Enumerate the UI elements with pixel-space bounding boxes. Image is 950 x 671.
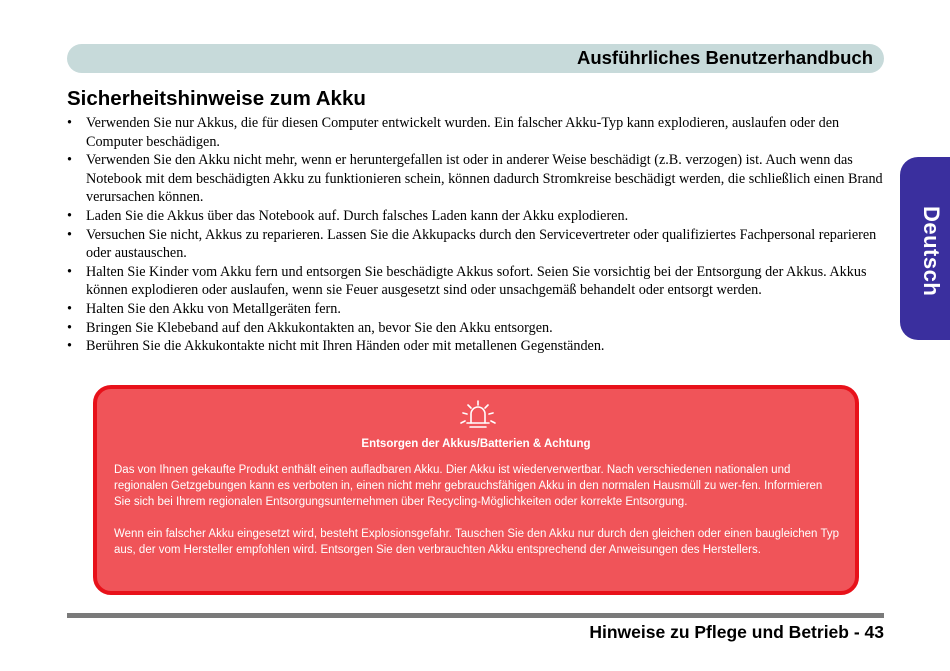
list-item: • Berühren Sie die Akkukontakte nicht mit Ihren Händen oder mit metallenen Gegenständen. [67, 337, 887, 356]
warning-paragraph-explosion: Wenn ein falscher Akku eingesetzt wird, besteht Explosionsgefahr. Tauschen Sie den Akku nur durch den gleichen oder einen baugleichen Typ aus, der vom Hersteller empfohlen wird. Entsorgen Sie den verbrauchten Akku entsprechend der Anweisungen des Herstellers. [114, 528, 839, 556]
header-bar [67, 44, 884, 73]
footer-divider [67, 613, 884, 618]
list-item: • Halten Sie den Akku von Metallgeräten fern. [67, 300, 887, 319]
safety-bullet-list [67, 114, 887, 356]
alarm-bell-icon [457, 399, 499, 429]
side-tab-label: Deutsch [919, 206, 944, 297]
header-title: Ausführliches Benutzerhandbuch [576, 47, 873, 68]
warning-title: Entsorgen der Akkus/Batterien & Achtung [361, 438, 591, 450]
warning-paragraph-disposal: Das von Ihnen gekaufte Produkt enthält einen aufladbaren Akku. Dier Akku ist wiederverwertbar. Nach verschiedenen nationalen und regionalen Getzgebungen kann es verboten in, einen nicht mehr gebrauchsfähigen Akku in den normalen Hausmüll zu wer-fen. Informieren Sie sich bei Ihrem regionalen Entsorgungsunternehmen über Recycling-Möglichkeiten oder korrekte Entsorgung. [114, 464, 823, 508]
list-item: • Versuchen Sie nicht, Akkus zu reparieren. Lassen Sie die Akkupacks durch den Servicevertreter oder qualifiziertes Fachpersonal reparieren oder austauschen. [67, 226, 887, 263]
list-item: • Halten Sie Kinder vom Akku fern und entsorgen Sie beschädigte Akkus sofort. Seien Sie vorsichtig bei der Entsorgung der Akkus. Akkus können explodieren oder auslaufen, wenn sie Feuer ausgesetzt sind oder unsachgemäß behandelt oder entsorgt werden. [67, 263, 887, 300]
list-item: • Verwenden Sie nur Akkus, die für diesen Computer entwickelt wurden. Ein falscher Akku-Typ kann explodieren, auslaufen oder den Computer beschädigen. [67, 114, 887, 151]
list-item: • Verwenden Sie den Akku nicht mehr, wenn er heruntergefallen ist oder in anderer Weise beschädigt (z.B. verzogen) ist. Auch wenn das Notebook mit dem beschädigten Akku zu funktionieren schein, können dadurch Stromkreise beschädigt werden, die schließlich einen Brand verursachen können. [67, 151, 887, 207]
warning-box [93, 385, 859, 595]
section-title: Sicherheitshinweise zum Akku [67, 87, 366, 110]
list-item: • Laden Sie die Akkus über das Notebook auf. Durch falsches Laden kann der Akku explodieren. [67, 207, 887, 226]
footer-title: Hinweise zu Pflege und Betrieb - 43 [589, 622, 884, 642]
list-item: • Bringen Sie Klebeband auf den Akkukontakten an, bevor Sie den Akku entsorgen. [67, 319, 887, 338]
